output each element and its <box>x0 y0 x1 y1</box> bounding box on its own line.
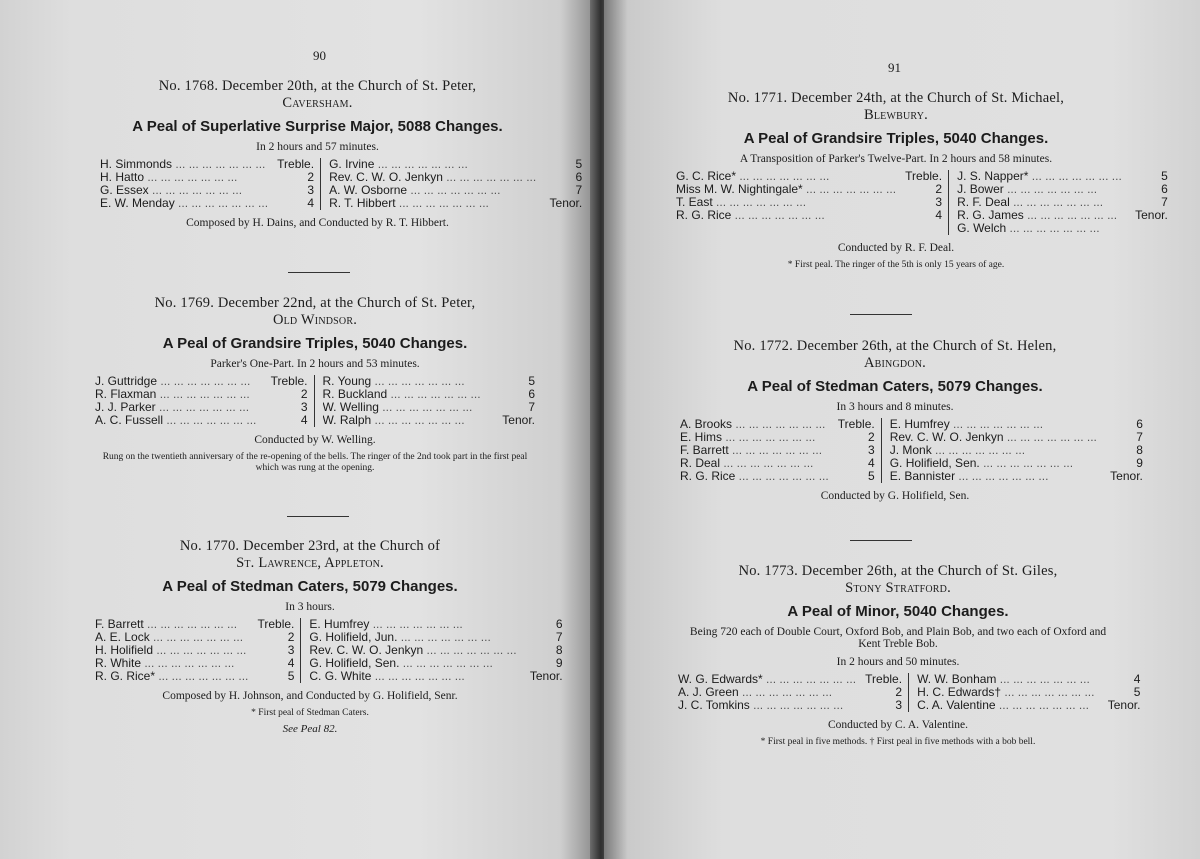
ringer-row <box>680 444 875 457</box>
ringer-row <box>676 196 942 209</box>
footnote: Rung on the twentieth anniversary of the re-opening of the bells. The ringer of the 2nd took part in the first peal which was rung at the opening. <box>102 452 528 473</box>
ringer-row <box>309 618 562 631</box>
ringer-row <box>309 631 562 644</box>
header-line-2: Stony Stratford. <box>845 580 951 596</box>
ringer-row <box>100 158 314 171</box>
entry-header <box>676 90 1116 124</box>
ringer-name: R. F. Deal ... . <box>957 196 1122 209</box>
ringer-name: F. Barrett ... . <box>680 444 829 457</box>
ringers-band <box>676 169 1168 235</box>
right-page <box>604 0 1200 859</box>
ringer-name: W. G. Edwards* ... . <box>678 673 856 686</box>
ringer-name: G. Welch ... . <box>957 222 1122 235</box>
peal-title: A Peal of Grandsire Triples, 5040 Changes. <box>743 130 1049 147</box>
peal-subtitle: Parker's One-Part. In 2 hours and 53 minutes. <box>210 358 420 370</box>
ringer-row <box>680 470 875 483</box>
ringer-row <box>676 183 942 196</box>
ringer-row <box>95 401 308 414</box>
peal-title: A Peal of Superlative Surprise Major, 5088 Changes. <box>132 118 503 135</box>
ringers-band <box>95 617 563 683</box>
ringer-row <box>917 673 1140 686</box>
ringer-name: A. E. Lock ... . <box>95 631 248 644</box>
ringers-left-column <box>678 673 909 712</box>
entry-header <box>95 538 525 572</box>
cross-reference: See Peal 82. <box>282 723 338 735</box>
ringer-bell: 3 <box>868 443 875 457</box>
conductor-line: Composed by H. Johnson, and Conducted by G. Holifield, Senr. <box>162 690 458 702</box>
header-line-1: No. 1772. December 26th, at the Church of St. Helen, <box>733 338 1057 354</box>
ringer-name: R. G. Rice ... . <box>680 470 829 483</box>
ringer-row <box>95 644 294 657</box>
peal-subtitle: Being 720 each of Double Court, Oxford Bob, and Plain Bob, and two each of Oxford and Kent Treble Bob. <box>689 626 1107 650</box>
ringer-bell: 4 <box>1133 672 1141 686</box>
peal-entry <box>95 295 535 474</box>
ringer-name: A. W. Osborne ... . <box>329 184 536 197</box>
left-page <box>0 0 596 859</box>
ringer-bell: Treble. <box>277 157 315 171</box>
ringer-row <box>329 184 582 197</box>
ringer-name: E. Humfrey ... . <box>890 418 1097 431</box>
header-line-1: No. 1770. December 23rd, at the Church of <box>179 538 441 554</box>
ringer-row <box>917 686 1140 699</box>
ringer-name: E. W. Menday ... . <box>100 197 268 210</box>
ringers-right-column <box>909 673 1140 712</box>
ringer-row <box>676 170 942 183</box>
ringer-bell: Tenor. <box>1107 698 1141 712</box>
ringers-right-column <box>882 418 1143 483</box>
ringer-row <box>957 222 1168 235</box>
ringer-name: A. C. Fussell ... . <box>95 414 262 427</box>
ringer-name: H. C. Edwards† ... . <box>917 686 1094 699</box>
ringer-row <box>95 414 308 427</box>
ringer-name: J. S. Napper* ... . <box>957 170 1122 183</box>
ringer-row <box>329 197 582 210</box>
ringer-bell: 7 <box>1161 195 1168 209</box>
ringer-bell: 5 <box>1133 685 1141 699</box>
ringer-bell: 7 <box>575 183 583 197</box>
ringer-bell: Tenor. <box>1135 208 1168 222</box>
conductor-line: Conducted by R. F. Deal. <box>837 242 955 254</box>
ringer-name: F. Barrett ... . <box>95 618 248 631</box>
ringer-row <box>680 418 875 431</box>
ringer-bell: 7 <box>555 630 563 644</box>
ringer-name: Miss M. W. Nightingale* ... . <box>676 183 896 196</box>
header-line-2: St. Lawrence, Appleton. <box>236 555 384 571</box>
ringer-bell: 7 <box>528 400 535 414</box>
conductor-line: Conducted by C. A. Valentine. <box>827 719 968 731</box>
ringer-bell: 4 <box>868 456 875 470</box>
ringer-name: R. G. James ... . <box>957 209 1122 222</box>
header-line-2: Old Windsor. <box>272 312 358 328</box>
entry-header <box>678 563 1118 597</box>
peal-subtitle: In 2 hours and 57 minutes. <box>256 141 379 153</box>
ringer-name: G. Holifield, Sen. ... . <box>309 657 516 670</box>
ringer-name: H. Simmonds ... . <box>100 158 268 171</box>
ringer-row <box>957 183 1168 196</box>
divider <box>287 516 349 517</box>
ringer-bell: 8 <box>555 643 563 657</box>
ringer-name: C. A. Valentine ... . <box>917 699 1094 712</box>
ringer-bell: 2 <box>895 685 903 699</box>
ringer-bell: 5 <box>868 469 875 483</box>
ringer-bell: 5 <box>575 157 583 171</box>
ringer-bell: Treble. <box>837 417 875 431</box>
ringer-row <box>95 388 308 401</box>
conductor-line: Conducted by W. Welling. <box>254 434 376 446</box>
divider <box>850 314 912 315</box>
ringer-name: R. G. Rice ... . <box>676 209 896 222</box>
ringer-row <box>680 431 875 444</box>
ringer-row <box>676 209 942 222</box>
peal-entry <box>100 78 583 229</box>
ringer-bell: 4 <box>307 196 315 210</box>
ringer-bell: 5 <box>1161 169 1168 183</box>
ringer-bell: 2 <box>287 630 295 644</box>
ringer-bell: 4 <box>935 208 943 222</box>
ringer-bell: Treble. <box>865 672 903 686</box>
ringer-name: H. Holifield ... . <box>95 644 248 657</box>
ringers-band <box>680 417 1143 483</box>
ringer-row <box>309 670 562 683</box>
ringer-row <box>309 657 562 670</box>
footnote: * First peal of Stedman Caters. <box>251 708 369 718</box>
ringers-right-column <box>301 618 562 683</box>
ringer-name: G. Holifield, Sen. ... . <box>890 457 1097 470</box>
header-line-2: Abingdon. <box>863 355 926 371</box>
ringer-bell: Treble. <box>905 169 943 183</box>
ringer-row <box>95 670 294 683</box>
ringer-row <box>890 470 1143 483</box>
ringer-name: Rev. C. W. O. Jenkyn ... . <box>890 431 1097 444</box>
ringer-name: Rev. C. W. O. Jenkyn ... . <box>329 171 536 184</box>
ringer-bell: 8 <box>1136 443 1143 457</box>
ringers-left-column <box>95 618 301 683</box>
entry-header <box>680 338 1110 372</box>
ringer-name: A. J. Green ... . <box>678 686 856 699</box>
ringer-row <box>890 431 1143 444</box>
peal-subtitle: In 3 hours and 8 minutes. <box>836 401 954 413</box>
ringer-name: W. W. Bonham ... . <box>917 673 1094 686</box>
ringer-bell: 2 <box>307 170 315 184</box>
ringer-name: R. White ... . <box>95 657 248 670</box>
ringer-row <box>890 444 1143 457</box>
ringer-name: R. G. Rice* ... . <box>95 670 248 683</box>
ringer-bell: 3 <box>307 183 315 197</box>
ringer-name: R. Flaxman ... . <box>95 388 262 401</box>
ringers-band <box>678 672 1141 712</box>
ringers-band <box>100 157 583 210</box>
ringer-row <box>100 184 314 197</box>
ringer-name: J. C. Tomkins ... . <box>678 699 856 712</box>
ringer-bell: 7 <box>1136 430 1143 444</box>
peal-title: A Peal of Stedman Caters, 5079 Changes. <box>162 578 458 595</box>
header-line-1: No. 1769. December 22nd, at the Church of St. Peter, <box>154 295 476 311</box>
ringer-row <box>95 375 308 388</box>
ringer-bell: 3 <box>300 400 308 414</box>
ringer-bell: 4 <box>300 413 308 427</box>
peal-title: A Peal of Grandsire Triples, 5040 Changes. <box>162 335 468 352</box>
ringer-row <box>95 657 294 670</box>
ringer-row <box>678 686 902 699</box>
ringer-bell: Tenor. <box>529 669 563 683</box>
ringer-name: C. G. White ... . <box>309 670 516 683</box>
ringer-row <box>329 171 582 184</box>
header-line-1: No. 1773. December 26th, at the Church of St. Giles, <box>738 563 1058 579</box>
ringer-row <box>329 158 582 171</box>
ringer-bell: 6 <box>1136 417 1143 431</box>
ringers-left-column <box>680 418 882 483</box>
ringer-bell: Tenor. <box>549 196 583 210</box>
ringer-name: R. Young ... . <box>323 375 490 388</box>
header-line-1: No. 1768. December 20th, at the Church of St. Peter, <box>158 78 477 94</box>
ringer-row <box>323 388 536 401</box>
footnote: * First peal in five methods. † First peal in five methods with a bob bell. <box>760 737 1036 747</box>
ringer-bell: Tenor. <box>1110 469 1143 483</box>
ringer-name: E. Bannister ... . <box>890 470 1097 483</box>
ringer-name: G. Holifield, Jun. ... . <box>309 631 516 644</box>
ringer-row <box>309 644 562 657</box>
footnote: * First peal. The ringer of the 5th is only 15 years of age. <box>787 260 1005 270</box>
ringer-bell: 4 <box>287 656 295 670</box>
ringer-row <box>100 197 314 210</box>
ringer-name: E. Humfrey ... . <box>309 618 516 631</box>
conductor-line: Composed by H. Dains, and Conducted by R. T. Hibbert. <box>186 217 449 229</box>
ringer-row <box>323 375 536 388</box>
ringer-name: W. Welling ... . <box>323 401 490 414</box>
ringer-name: R. Buckland ... . <box>323 388 490 401</box>
ringer-bell <box>1122 222 1168 235</box>
entry-header <box>95 295 535 329</box>
ringers-left-column <box>95 375 315 427</box>
header-line-2: Blewbury. <box>864 107 928 123</box>
ringer-bell: Tenor. <box>502 413 535 427</box>
ringer-bell: 2 <box>935 182 943 196</box>
peal-title: A Peal of Minor, 5040 Changes. <box>787 603 1009 620</box>
ringer-bell: 9 <box>555 656 563 670</box>
ringer-bell: Treble. <box>257 617 295 631</box>
ringer-name: Rev. C. W. O. Jenkyn ... . <box>309 644 516 657</box>
peal-entry <box>678 563 1141 748</box>
ringer-row <box>890 457 1143 470</box>
ringer-bell: 5 <box>528 374 535 388</box>
ringer-bell: 6 <box>1161 182 1168 196</box>
peal-entry <box>680 338 1143 502</box>
ringer-name: G. Irvine ... . <box>329 158 536 171</box>
header-line-1: No. 1771. December 24th, at the Church of St. Michael, <box>727 90 1065 106</box>
peal-title: A Peal of Stedman Caters, 5079 Changes. <box>747 378 1043 395</box>
ringer-name: J. J. Parker ... . <box>95 401 262 414</box>
ringer-bell: 3 <box>287 643 295 657</box>
ringer-row <box>890 418 1143 431</box>
ringers-right-column <box>321 158 582 210</box>
ringer-name: E. Hims ... . <box>680 431 829 444</box>
header-line-2: Caversham. <box>282 95 353 111</box>
ringer-row <box>678 699 902 712</box>
ringer-row <box>95 631 294 644</box>
ringer-name: A. Brooks ... . <box>680 418 829 431</box>
peal-subtitle-2: In 2 hours and 50 minutes. <box>836 656 960 668</box>
ringer-row <box>680 457 875 470</box>
ringer-name: R. Deal ... . <box>680 457 829 470</box>
entry-header <box>100 78 535 112</box>
ringer-bell: 5 <box>287 669 295 683</box>
ringers-left-column <box>676 170 949 235</box>
ringer-row <box>917 699 1140 712</box>
ringer-bell: 2 <box>300 387 308 401</box>
ringer-name: G. Essex ... . <box>100 184 268 197</box>
ringer-name: T. East ... . <box>676 196 896 209</box>
ringer-bell: 6 <box>555 617 563 631</box>
ringer-name: G. C. Rice* ... . <box>676 170 896 183</box>
ringer-row <box>100 171 314 184</box>
page-number: 91 <box>888 60 901 75</box>
ringer-bell: Treble. <box>270 374 308 388</box>
ringer-name: R. T. Hibbert ... . <box>329 197 536 210</box>
peal-subtitle: A Transposition of Parker's Twelve-Part. In 2 hours and 58 minutes. <box>739 153 1053 165</box>
ringer-name: J. Bower ... . <box>957 183 1122 196</box>
page-number: 90 <box>313 48 326 63</box>
ringer-row <box>957 170 1168 183</box>
ringer-row <box>95 618 294 631</box>
ringer-bell: 3 <box>935 195 943 209</box>
ringer-name: W. Ralph ... . <box>323 414 490 427</box>
ringer-name: J. Monk ... . <box>890 444 1097 457</box>
ringer-row <box>323 414 536 427</box>
ringer-row <box>678 673 902 686</box>
divider <box>850 540 912 541</box>
divider <box>288 272 350 273</box>
ringer-name: H. Hatto ... . <box>100 171 268 184</box>
ringer-row <box>957 209 1168 222</box>
ringer-name: J. Guttridge ... . <box>95 375 262 388</box>
ringer-bell: 6 <box>575 170 583 184</box>
ringers-band <box>95 375 535 427</box>
ringers-right-column <box>315 375 536 427</box>
peal-subtitle: In 3 hours. <box>285 601 335 613</box>
ringer-bell: 6 <box>528 387 535 401</box>
ringers-right-column <box>949 170 1168 235</box>
ringer-bell: 3 <box>895 698 903 712</box>
peal-entry <box>676 90 1168 271</box>
peal-entry <box>95 538 563 735</box>
ringer-bell: 2 <box>868 430 875 444</box>
conductor-line: Conducted by G. Holifield, Sen. <box>820 490 970 502</box>
ringer-bell: 9 <box>1136 456 1143 470</box>
ringers-left-column <box>100 158 321 210</box>
